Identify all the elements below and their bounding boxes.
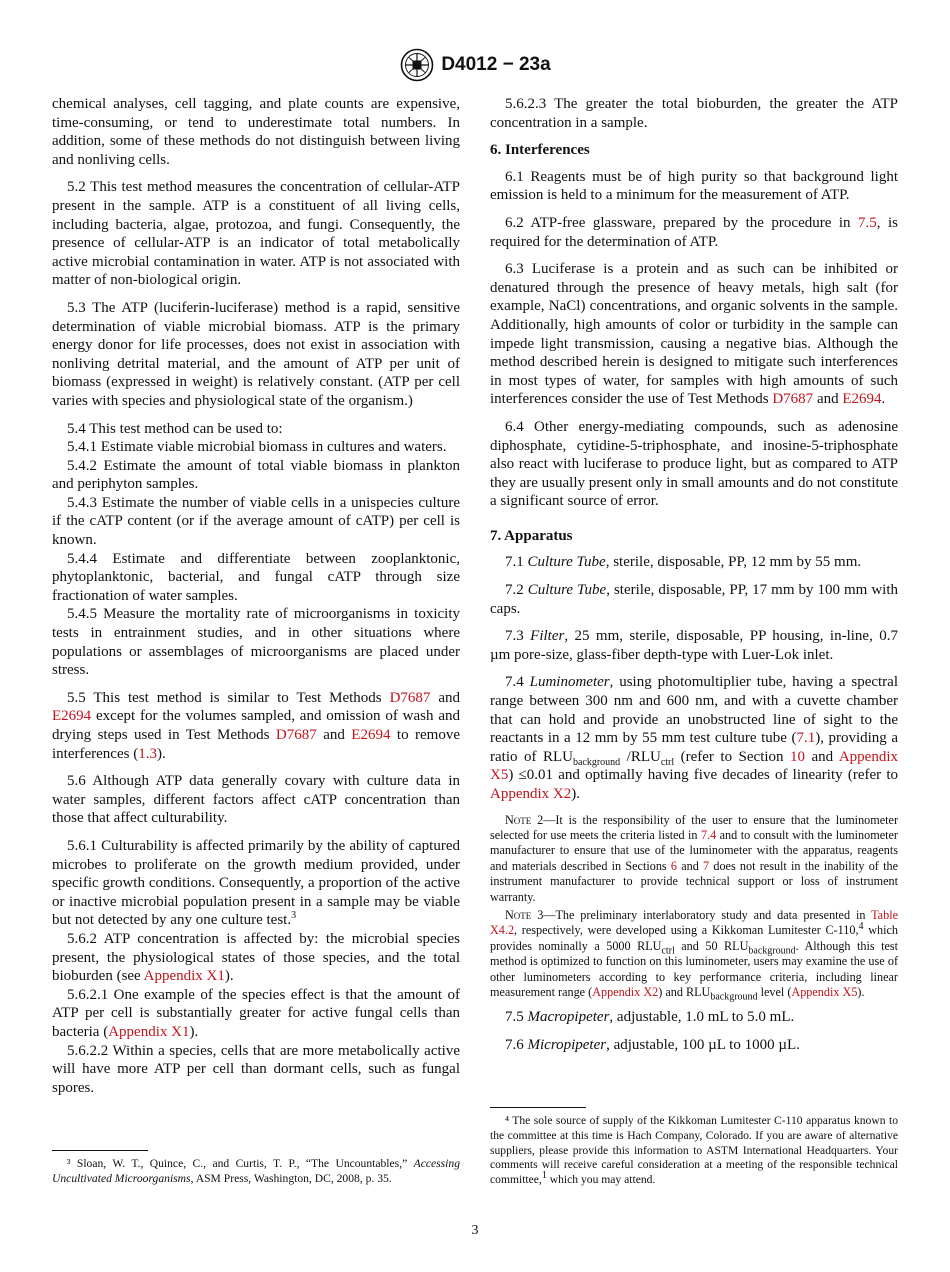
footnote-divider: [490, 1107, 586, 1108]
section-5-5: [52, 689, 460, 763]
link-section-10[interactable]: 10: [790, 748, 806, 765]
section-5-6-1: [52, 837, 460, 930]
right-column: [490, 95, 898, 1064]
link-table-x4-2[interactable]: Table X4.2: [490, 908, 898, 938]
text-run: ).: [224, 968, 234, 985]
paragraph-intro-continued: chemical analyses, cell tagging, and plate counts are expensive, time-consuming, or tend to underestimate total numbers. In addition, some of these methods do not distinguish between living and nonliving cells.: [52, 96, 460, 168]
text-run: .: [881, 391, 886, 408]
note-label: Note: [505, 812, 532, 827]
link-appendix-x2-2[interactable]: Appendix X2: [592, 985, 659, 1000]
text-run: 7.1: [505, 554, 528, 571]
text-run: and: [316, 727, 352, 743]
text-run: to remove interferences (: [52, 727, 460, 762]
text-run: 5.5 This test method is similar to Test Methods: [67, 689, 390, 706]
text-run: ).: [189, 1023, 199, 1040]
text-run: . Although this test method is optimized to function on this luminometer, users may examine the use of other luminometers according to key performance criteria, including linear measurement range (: [490, 938, 898, 1000]
section-6-3: [490, 260, 898, 409]
document-id: D4012 − 23a: [441, 53, 551, 75]
astm-logo-icon: [399, 48, 435, 82]
text-run: ).: [857, 985, 865, 1000]
footnote-ref-4[interactable]: 4: [858, 921, 864, 933]
subscript: background: [572, 756, 621, 768]
text-run: , adjustable, 100 µL to 1000 µL.: [606, 1037, 800, 1054]
note-label: Note: [505, 908, 532, 923]
section-5-4-4: 5.4.4 Estimate and differentiate between zooplanktonic, phytoplanktonic, bacterial, and fungal cATP through size fractionation of water samples.: [52, 550, 460, 604]
text-run: , respectively, were developed using a Kikkoman Lumitester C-110,: [514, 923, 859, 938]
heading-apparatus: 7. Apparatus: [490, 527, 573, 544]
text-run: 7.4: [505, 674, 530, 691]
section-7-1: [490, 553, 898, 572]
text-run: does not result in the inability of the instrument manufacturer to provide technical support or loss of instrument warranty.: [490, 858, 898, 904]
link-section-7[interactable]: 7: [703, 858, 710, 873]
footnote-3: [52, 1157, 460, 1187]
heading-interferences: 6. Interferences: [490, 142, 590, 159]
text-run: which you may attend.: [546, 1173, 656, 1187]
section-5-6-2-3: 5.6.2.3 The greater the total bioburden, the greater the ATP concentration in a sample.: [490, 96, 898, 131]
section-5-6: 5.6 Although ATP data generally covary with culture data in water samples, different factors affect cATP concentration than those that affect culturability.: [52, 773, 460, 827]
text-run: 6.3 Luciferase is a protein and as such can be inhibited or denatured through the presence of heavy metals, high salt (for example, NaCl) concentrations, and organic solvents in the sample. Additionally, high amounts of color or turbidity in the sample can impede light transmission, causing a negative bias. Although the method described herein is designed to mitigate such interferences in most types of water, for samples with high amounts of such interferences consider the use of Test Methods: [490, 261, 898, 408]
text-run: and to consult with the luminometer manufacturer to ensure that use of the luminometer with the apparatus, reagents and materials described in Sections: [490, 828, 898, 873]
term-italic: Luminometer: [529, 674, 610, 691]
section-6-1: 6.1 Reagents must be of high purity so that background light emission is held to a minimum for the measurement of ATP.: [490, 168, 898, 204]
text-run: ).: [571, 786, 580, 802]
text-run: 7.2: [505, 582, 528, 599]
link-e2694[interactable]: E2694: [52, 708, 92, 725]
link-section-6[interactable]: 6: [670, 858, 677, 873]
text-run: , sterile, disposable, PP, 12 mm by 55 mm.: [605, 554, 862, 571]
text-run: ), providing a ratio of RLU: [490, 730, 899, 765]
text-run: level (: [757, 985, 792, 1000]
text-run: ³ Sloan, W. T., Quince, C., and Curtis, T. P., “The Uncountables,”: [67, 1157, 414, 1170]
section-7-3: [490, 627, 898, 664]
footnotes-left: [52, 1150, 460, 1187]
footnote-4: [490, 1114, 898, 1188]
link-section-7-1[interactable]: 7.1: [796, 730, 816, 747]
subscript: ctrl: [661, 945, 675, 957]
link-appendix-x1[interactable]: Appendix X1: [143, 968, 225, 985]
text-run: 2—It is the responsibility of the user to ensure that the luminometer selected for use meets the criteria listed in: [490, 812, 898, 842]
section-5-4-3: 5.4.3 Estimate the number of viable cells in a unispecies culture if the cATP content (or if the average amount of cATP) per cell is known.: [52, 494, 460, 549]
text-run: 7.5: [505, 1009, 528, 1026]
note-3: [490, 908, 898, 1003]
link-e2694-3[interactable]: E2694: [842, 391, 882, 408]
text-run: ⁴ The sole source of supply of the Kikkoman Lumitester C-110 apparatus known to the committee at this time is Hach Company, Colorado. If you are aware of alternative suppliers, please provide this information to ASTM International Headquarters. Your comments will receive careful consideration at a meeting of the responsible technical committee,: [490, 1114, 898, 1187]
subscript: background: [748, 945, 796, 957]
term-italic: Filter: [530, 628, 565, 645]
text-run: , 25 mm, sterile, disposable, PP housing, in-line, 0.7 µm pore-size, glass-fiber depth-type with Luer-Lok inlet.: [490, 628, 898, 663]
left-column: [52, 95, 460, 1097]
link-appendix-x2[interactable]: Appendix X2: [490, 786, 572, 802]
section-5-4-5: 5.4.5 Measure the mortality rate of microorganisms in toxicity tests in entrainment studies, and in other situations where populations or assemblages of microorganisms are placed under stress.: [52, 606, 460, 679]
text-run: 7.6: [505, 1037, 528, 1054]
text-run: and: [676, 858, 704, 873]
text-run: and: [813, 391, 843, 408]
section-7-4: [490, 673, 898, 803]
link-section-7-4[interactable]: 7.4: [700, 828, 717, 842]
text-run: except for the volumes sampled, and omission of wash and drying steps used in Test Methods: [52, 708, 460, 743]
text-run: and: [805, 748, 839, 765]
section-5-6-2-2: 5.6.2.2 Within a species, cells that are more metabolically active will have more ATP per cell than dormant cells, such as fungal spores.: [52, 1042, 460, 1096]
section-5-4-1: 5.4.1 Estimate viable microbial biomass in cultures and waters.: [67, 439, 447, 456]
section-5-6-2: [52, 930, 460, 986]
footnotes-right: [490, 1107, 898, 1188]
text-run: 5.6.2 ATP concentration is affected by: the microbial species present, the physiological states of those species, and the total bioburden (see: [52, 930, 460, 985]
link-d7687-2[interactable]: D7687: [275, 727, 317, 743]
page-header: [0, 48, 950, 88]
text-run: and: [430, 689, 460, 706]
link-appendix-x5[interactable]: Appendix X5: [490, 748, 898, 784]
link-e2694-2[interactable]: E2694: [351, 727, 391, 743]
footnote-divider: [52, 1150, 148, 1151]
text-run: 5.6.2.1 One example of the species effect is that the amount of ATP per cell is substantially greater for active fungal cells than bacteria (: [52, 986, 460, 1040]
page-number: 3: [471, 1223, 479, 1238]
text-run: , using photomultiplier tube, having a spectral range between 300 nm and 600 nm, and with a cuvette chamber that can hold and provide an unobstructed line of sight to the reactants in a 12 mm by 55 mm test culture tube (: [490, 674, 899, 747]
text-run: /RLU: [620, 748, 661, 765]
link-appendix-x5-2[interactable]: Appendix X5: [791, 985, 858, 1000]
note-2: [490, 813, 898, 905]
section-6-4: 6.4 Other energy-mediating compounds, such as adenosine diphosphate, cytidine-5-triphosphate, and inosine-5-triphosphate also react with luciferase to produce light, but as compared to ATP they are usually present only in small amounts and do not constitute a significant source of error.: [490, 418, 898, 510]
section-5-6-2-1: [52, 986, 460, 1042]
subscript: background: [710, 991, 758, 1003]
text-run: , adjustable, 1.0 mL to 5.0 mL.: [609, 1009, 795, 1026]
text-run: and 50 RLU: [674, 938, 749, 953]
text-run: , sterile, disposable, PP, 17 mm by 100 mm with caps.: [490, 582, 898, 617]
section-7-6: [490, 1036, 898, 1055]
section-7-2: [490, 581, 898, 618]
link-section-7-5[interactable]: 7.5: [858, 214, 877, 231]
text-run: 7.3: [505, 628, 531, 645]
section-6-2: [490, 214, 898, 251]
text-run: 5.6.1 Culturability is affected primarily by the ability of captured microbes to proliferate on the growth medium provided, under specific growth conditions. Consequently, a proportion of the active or inactive microbial population present in a sample may be viable but not detected by any one culture test.: [52, 837, 460, 929]
text-run: 6.2 ATP-free glassware, prepared by the procedure in: [505, 214, 859, 231]
subscript: ctrl: [660, 756, 675, 768]
text-run: ).: [156, 745, 166, 762]
text-run-italic: Accessing Uncultivated Microorganisms: [52, 1157, 460, 1185]
section-5-2: 5.2 This test method measures the concentration of cellular-ATP present in the sample. ATP is a constituent of all living cells, including bacteria, algae, protozoa, and fungi. Consequently, the presence of cellular-ATP is an indicator of total metabolically active microbial contamination in water. ATP is not associated with matter of non-biological origin.: [52, 179, 460, 289]
term-italic: Micropipeter: [527, 1037, 607, 1054]
footnote-ref-3[interactable]: 3: [291, 910, 297, 922]
text-run: , is required for the determination of ATP.: [490, 214, 898, 250]
text-run: which provides nominally a 5000 RLU: [490, 923, 898, 953]
section-5-4: 5.4 This test method can be used to:: [67, 420, 283, 437]
text-run: (refer to Section: [674, 748, 791, 765]
text-run: , ASM Press, Washington, DC, 2008, p. 35.: [190, 1171, 392, 1185]
section-7-5: [490, 1008, 898, 1027]
text-run: ) and RLU: [658, 985, 711, 1000]
term-italic: Macropipeter: [527, 1009, 610, 1026]
link-section-1-3[interactable]: 1.3: [138, 745, 157, 762]
section-5-4-2: 5.4.2 Estimate the amount of total viable biomass in plankton and periphyton samples.: [52, 457, 460, 493]
link-appendix-x1-2[interactable]: Appendix X1: [108, 1023, 190, 1040]
footnote-ref-1[interactable]: 1: [541, 1170, 547, 1182]
link-d7687[interactable]: D7687: [389, 689, 431, 706]
link-d7687-3[interactable]: D7687: [772, 391, 814, 408]
term-italic: Culture Tube: [527, 554, 606, 571]
term-italic: Culture Tube: [527, 582, 607, 599]
text-run: 3—The preliminary interlaboratory study and data presented in: [531, 908, 872, 923]
text-run: ) ≤0.01 and optimally having five decades of linearity (refer to: [508, 767, 898, 784]
section-5-3: 5.3 The ATP (luciferin-luciferase) method is a rapid, sensitive determination of viable microbial biomass. ATP is the primary energy donor for life processes, does not exist in association with nonliving detrital material, and the amount of ATP per unit of biomass (expressed in weight) is relatively constant. (ATP per cell varies with species and physiological state of the organism.): [52, 299, 460, 409]
